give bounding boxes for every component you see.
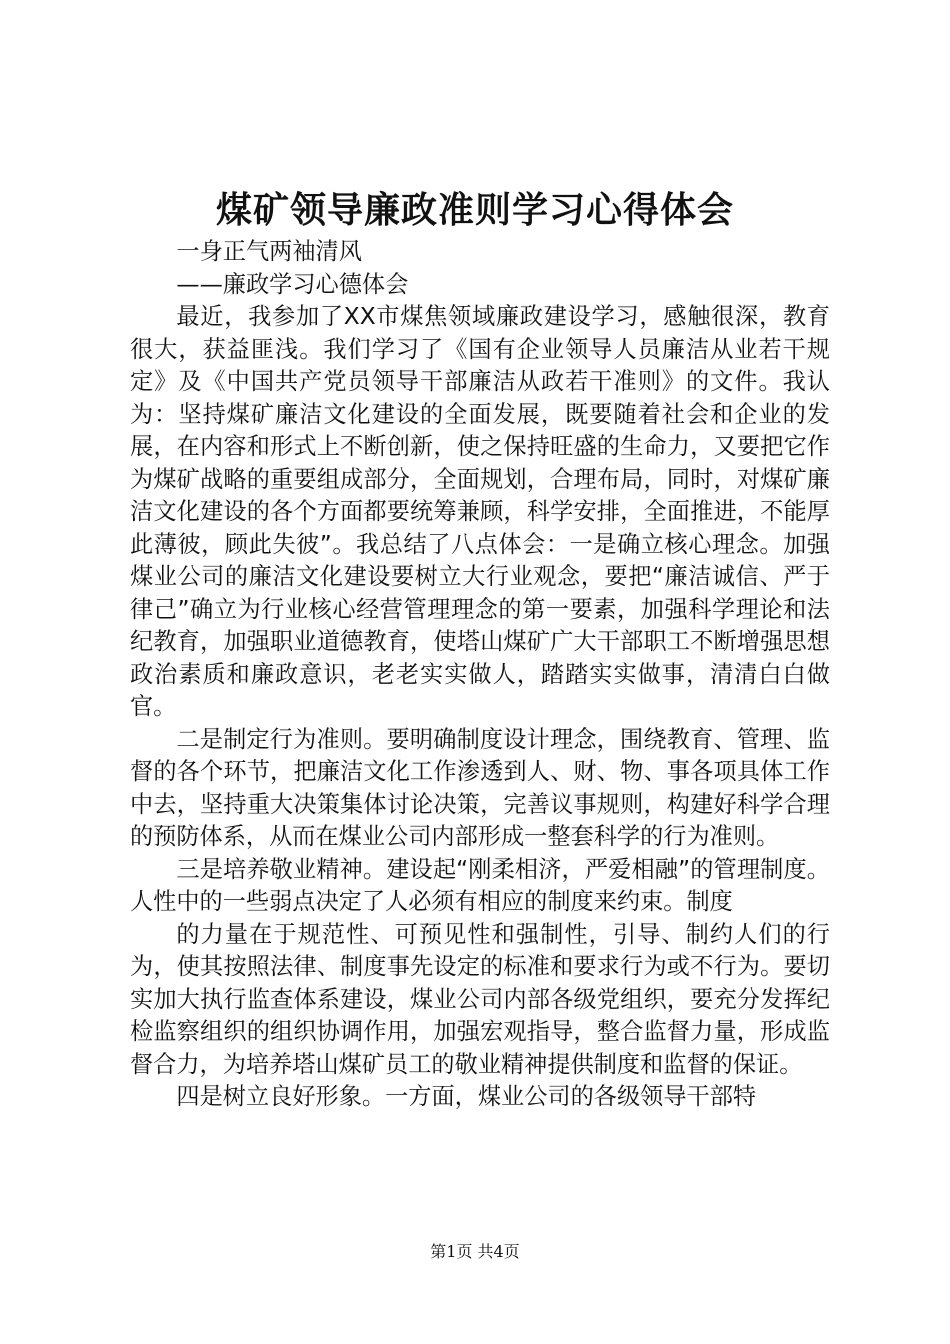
- body-paragraph: 二是制定行为准则。要明确制度设计理念，围绕教育、管理、监督的各个环节，把廉洁文化工作渗透到人、财、物、事各项具体工作中去，坚持重大决策集体讨论决策，完善议事规则，构建好科学合理的预防体系，从而在煤业公司内部形成一整套科学的行为准则。: [130, 725, 830, 850]
- document-title: 煤矿领导廉政准则学习心得体会: [215, 189, 734, 231]
- subtitle-line-2: ——廉政学习心德体会: [176, 270, 409, 298]
- body-paragraph: 最近，我参加了XX市煤焦领域廉政建设学习，感触很深，教育很大，获益匪浅。我们学习了《国有企业领导人员廉洁从业若干规定》及《中国共产党员领导干部廉洁从政若干准则》的文件。我认为：坚持煤矿廉洁文化建设的全面发展，既要随着社会和企业的发展，在内容和形式上不断创新，使之保持旺盛的生命力，又要把它作为煤矿战略的重要组成部分，全面规划，合理布局，同时，对煤矿廉洁文化建设的各个方面都要统筹兼顾，科学安排，全面推进，不能厚此薄彼，顾此失彼”。我总结了八点体会：一是确立核心理念。加强煤业公司的廉洁文化建设要树立大行业观念，要把“廉洁诚信、严于律己”确立为行业核心经营管理理念的第一要素，加强科学理论和法纪教育，加强职业道德教育，使塔山煤矿广大干部职工不断增强思想政治素质和廉政意识，老老实实做人，踏踏实实做事，清清白白做官。: [130, 303, 830, 720]
- subtitle-line-1: 一身正气两袖清风: [176, 238, 362, 265]
- body-paragraph: 四是树立良好形象。一方面，煤业公司的各级领导干部特: [176, 1083, 757, 1110]
- page-number-footer: 第1页 共4页: [430, 1242, 520, 1261]
- document-body: [130, 236, 830, 1114]
- body-paragraph: 的力量在于规范性、可预见性和强制性，引导、制约人们的行为，使其按照法律、制度事先设定的标准和要求行为或不行为。要切实加大执行监查体系建设，煤业公司内部各级党组织，要充分发挥纪检监察组织的组织协调作用，加强宏观指导，整合监督力量，形成监督合力，为培养塔山煤矿员工的敬业精神提供制度和监督的保证。: [130, 920, 830, 1078]
- body-paragraph: 三是培养敬业精神。建设起“刚柔相济，严爱相融”的管理制度。人性中的一些弱点决定了人必须有相应的制度来约束。制度: [130, 855, 830, 915]
